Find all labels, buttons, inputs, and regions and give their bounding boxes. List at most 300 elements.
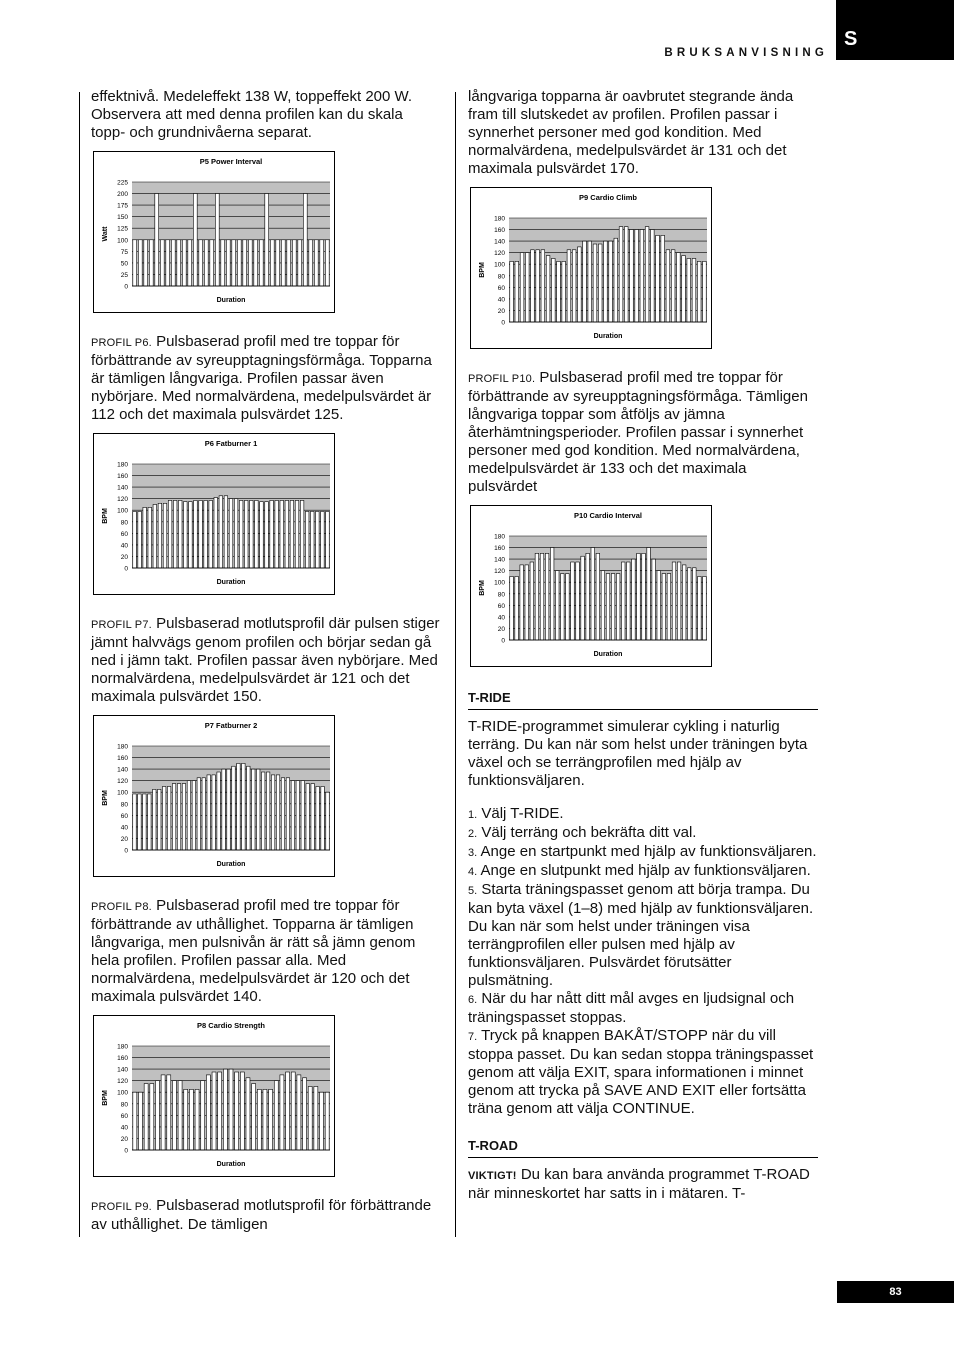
y-tick-label: 140 <box>117 484 128 492</box>
bar <box>167 786 170 850</box>
y-axis-label: BPM <box>102 790 109 806</box>
y-tick-label: 140 <box>494 556 505 564</box>
bar <box>578 247 582 322</box>
bar <box>218 1072 222 1150</box>
bar <box>177 240 181 286</box>
bar <box>687 568 691 640</box>
bar <box>270 240 274 286</box>
y-tick-label: 0 <box>124 565 128 573</box>
bar <box>635 230 639 322</box>
bar <box>687 258 691 322</box>
bar <box>320 1092 324 1150</box>
bar <box>133 1092 137 1150</box>
bar <box>239 500 243 568</box>
bar <box>656 235 660 322</box>
bar <box>144 1084 148 1150</box>
bar <box>270 500 274 568</box>
y-tick-label: 150 <box>117 214 128 222</box>
bar <box>666 250 670 322</box>
y-tick-label: 140 <box>117 766 128 774</box>
bar <box>188 240 192 286</box>
bar <box>138 794 141 850</box>
bar <box>212 775 215 850</box>
bar <box>303 1078 307 1150</box>
bar <box>583 241 587 322</box>
bar <box>199 500 203 568</box>
bar <box>254 240 258 286</box>
bar <box>259 240 263 286</box>
bar <box>189 502 193 568</box>
bar <box>148 507 152 568</box>
profile-p9-paragraph <box>91 1197 441 1234</box>
bar <box>265 502 269 568</box>
y-tick-label: 225 <box>117 179 128 187</box>
y-tick-label: 180 <box>494 215 505 223</box>
y-tick-label: 175 <box>117 202 128 210</box>
y-tick-label: 160 <box>117 755 128 763</box>
bar <box>525 565 529 640</box>
bar <box>309 240 313 286</box>
bar <box>221 240 225 286</box>
bar <box>693 568 697 640</box>
bar <box>295 500 299 568</box>
bar <box>298 240 302 286</box>
bar <box>266 772 269 850</box>
chart-title: P5 Power Interval <box>199 157 263 166</box>
profile-p9-text: Pulsbaserad motlutsprofil för förbättrande av uthållighet. De tämligen <box>91 1197 432 1233</box>
bar <box>290 500 294 568</box>
bar <box>308 1086 312 1150</box>
tride-heading: T-RIDE <box>468 690 818 710</box>
bar <box>657 571 661 640</box>
p8-svg <box>94 1016 334 1176</box>
y-tick-label: 40 <box>120 824 128 832</box>
y-tick-label: 160 <box>494 227 505 235</box>
y-tick-label: 180 <box>117 743 128 751</box>
y-tick-label: 0 <box>124 1147 128 1155</box>
y-axis-label: BPM <box>479 580 486 596</box>
profile-p10-text: Pulsbaserad profil med tre toppar för förbättrande av syreupptagningsförmåga. Tämligen långvariga toppar som åtföljs av jämna återhämtningsperioder. Profilen passar i synnerhet personer med god kondition. Med normalvärdena, medelpulsvärdet är 133 och det maximala pulsvärdet <box>468 369 808 495</box>
bar <box>296 781 299 850</box>
tride-step: 4. Ange en slutpunkt med hjälp av funktionsväljaren. <box>468 862 811 879</box>
bar <box>291 781 294 850</box>
bar <box>535 553 539 640</box>
bar <box>161 1075 165 1150</box>
bar <box>242 763 245 850</box>
y-tick-label: 80 <box>497 591 505 599</box>
y-tick-label: 0 <box>124 847 128 855</box>
bar <box>682 565 686 640</box>
bar <box>269 1089 273 1150</box>
bar <box>139 1092 143 1150</box>
middle-column-rule <box>455 92 456 1237</box>
bar <box>171 240 175 286</box>
y-tick-label: 20 <box>497 307 505 315</box>
bar <box>207 775 210 850</box>
bar <box>237 763 240 850</box>
bar <box>265 194 269 286</box>
bar <box>541 250 545 322</box>
bar <box>210 240 214 286</box>
bar <box>662 574 666 640</box>
bar <box>640 230 644 322</box>
chart-p5 <box>93 151 335 313</box>
y-tick-label: 100 <box>117 789 128 797</box>
bar <box>619 227 623 322</box>
bar <box>682 256 686 322</box>
bar <box>306 784 309 850</box>
bar <box>204 500 208 568</box>
bar <box>217 772 220 850</box>
bar <box>138 511 142 568</box>
bar <box>261 772 264 850</box>
x-axis-label: Duration <box>216 861 246 868</box>
bar <box>158 503 162 568</box>
bar <box>232 766 235 850</box>
bar <box>645 227 649 322</box>
y-tick-label: 20 <box>120 835 128 843</box>
bar <box>310 511 314 568</box>
y-tick-label: 80 <box>120 1101 128 1109</box>
tride-step: 5. Starta träningspasset genom att börja trampa. Du kan byta växel (1–8) med hjälp av funktionsväljaren. Du kan när som helst under träningen visa terrängprofilen eller pulsen med hjälp av funktionsväljaren. Pulsvärdet förutsätter pulsmätning. <box>468 881 814 989</box>
bar <box>550 548 554 640</box>
bar <box>143 794 146 850</box>
bar <box>202 778 205 850</box>
profile-p10-label: PROFIL P10. <box>468 373 536 385</box>
bar <box>661 235 665 322</box>
bar <box>193 194 197 286</box>
bar <box>155 1081 159 1150</box>
y-tick-label: 120 <box>117 496 128 504</box>
chart-title: P6 Fatburner 1 <box>204 439 258 448</box>
tride-intro: T-RIDE-programmet simulerar cykling i naturlig terräng. Du kan när som helst under träningen byta växel och se terrängprofilen med hjälp av funktionsväljaren. <box>468 718 808 789</box>
y-tick-label: 60 <box>497 602 505 610</box>
bar <box>263 1089 267 1150</box>
y-tick-label: 120 <box>117 1078 128 1086</box>
bar <box>316 511 320 568</box>
bar <box>226 240 230 286</box>
y-tick-label: 160 <box>494 545 505 553</box>
bar <box>192 781 195 850</box>
bar <box>611 574 615 640</box>
bar <box>133 511 137 568</box>
chart-p6 <box>93 433 335 595</box>
bar <box>297 1075 301 1150</box>
right-column <box>468 88 818 1203</box>
bar <box>672 562 676 640</box>
bar <box>292 240 296 286</box>
profile-p6-text: Pulsbaserad profil med tre toppar för förbättrande av syreupptagningsförmåga. Topparna är tämligen långvariga. Profilen passar även nybörjare. Med normalvärdena, medelpulsvärdet är 112 och det maximala pulsvärdet 125. <box>91 333 432 423</box>
y-axis-label: BPM <box>102 508 109 524</box>
profile-p8-label: PROFIL P8. <box>91 901 152 913</box>
bar <box>630 230 634 322</box>
x-axis-label: Duration <box>593 333 623 340</box>
profile-p8-text: Pulsbaserad profil med tre toppar för förbättrande av uthållighet. Topparna är tämligen långvariga, men pulsnivån är rätt så jämn genom hela profilen. Profilen passar alla. Med normalvärdena, medelpulsvärdet är 120 och det maximala pulsvärdet 140. <box>91 897 416 1005</box>
bar <box>172 1081 176 1150</box>
bar <box>281 240 285 286</box>
p10-svg <box>471 506 711 666</box>
bar <box>286 778 289 850</box>
bar <box>182 240 186 286</box>
y-axis-label: Watt <box>102 226 109 242</box>
bar <box>557 261 561 322</box>
chart-p10 <box>470 505 712 667</box>
plot-area <box>132 746 330 850</box>
bar <box>274 1081 278 1150</box>
y-tick-label: 120 <box>494 568 505 576</box>
bar <box>698 576 702 640</box>
bar <box>325 240 329 286</box>
y-tick-label: 120 <box>494 250 505 258</box>
bar <box>303 194 307 286</box>
bar <box>215 194 219 286</box>
bar <box>227 769 230 850</box>
bar <box>280 500 284 568</box>
bar <box>206 1075 210 1150</box>
bar <box>255 500 259 568</box>
bar <box>598 244 602 322</box>
bar <box>551 258 555 322</box>
chart-p9 <box>470 187 712 349</box>
bar <box>627 562 631 640</box>
bar <box>172 784 175 850</box>
bar <box>301 781 304 850</box>
bar <box>163 503 167 568</box>
bar <box>316 786 319 850</box>
bar <box>515 261 519 322</box>
bar <box>510 261 514 322</box>
bar <box>167 1075 171 1150</box>
bar <box>281 778 284 850</box>
bar <box>285 500 289 568</box>
chart-title: P7 Fatburner 2 <box>204 721 258 730</box>
troad-note-label: VIKTIGT! <box>468 1170 517 1182</box>
chart-p7 <box>93 715 335 877</box>
bar <box>276 775 279 850</box>
bar <box>555 571 559 640</box>
bar <box>642 553 646 640</box>
bar <box>229 499 233 568</box>
bar <box>149 240 153 286</box>
tride-step: 3. Ange en startpunkt med hjälp av funktionsväljaren. <box>468 843 817 860</box>
y-axis-label: BPM <box>102 1090 109 1106</box>
bar <box>586 553 590 640</box>
bar <box>621 562 625 640</box>
bar <box>153 789 156 850</box>
bar <box>536 250 540 322</box>
bar <box>166 240 170 286</box>
y-tick-label: 40 <box>497 296 505 304</box>
bar <box>250 500 254 568</box>
y-tick-label: 80 <box>497 273 505 281</box>
bar <box>650 230 654 322</box>
y-tick-label: 160 <box>117 473 128 481</box>
bar <box>321 786 324 850</box>
intro-paragraph: effektnivå. Medeleffekt 138 W, toppeffekt 200 W. Observera att med denna profilen kan du skala topp- och grundnivåerna separat. <box>91 88 413 141</box>
y-tick-label: 60 <box>120 530 128 538</box>
y-tick-label: 40 <box>497 614 505 622</box>
bar <box>314 1086 318 1150</box>
y-tick-label: 0 <box>124 283 128 291</box>
bar <box>235 1072 239 1150</box>
bar <box>616 574 620 640</box>
p5-svg <box>94 152 334 312</box>
bar <box>271 775 274 850</box>
bar <box>212 1072 216 1150</box>
profile-p7-label: PROFIL P7. <box>91 619 152 631</box>
bar <box>177 784 180 850</box>
bar <box>178 500 182 568</box>
bar <box>280 1075 284 1150</box>
bar <box>246 1078 250 1150</box>
left-column <box>91 88 441 1234</box>
bar <box>286 1072 290 1150</box>
bar <box>530 562 534 640</box>
bar <box>229 1069 233 1150</box>
p9-svg <box>471 188 711 348</box>
bar <box>703 261 707 322</box>
y-tick-label: 80 <box>120 519 128 527</box>
bar <box>520 565 524 640</box>
x-axis-label: Duration <box>216 297 246 304</box>
bar <box>572 250 576 322</box>
bar <box>260 502 264 568</box>
troad-heading: T-ROAD <box>468 1138 818 1158</box>
bar <box>195 1089 199 1150</box>
chart-title: P9 Cardio Climb <box>579 193 637 202</box>
y-tick-label: 40 <box>120 1124 128 1132</box>
bar <box>671 250 675 322</box>
y-tick-label: 120 <box>117 778 128 786</box>
profile-p7-paragraph <box>91 615 441 706</box>
bar <box>321 511 325 568</box>
x-axis-label: Duration <box>216 1161 246 1168</box>
bar <box>199 240 203 286</box>
y-tick-label: 140 <box>494 238 505 246</box>
y-tick-label: 140 <box>117 1066 128 1074</box>
y-tick-label: 100 <box>117 237 128 245</box>
bar <box>562 261 566 322</box>
y-tick-label: 80 <box>120 801 128 809</box>
bar <box>232 240 236 286</box>
bar <box>314 240 318 286</box>
bar <box>150 1084 154 1150</box>
y-tick-label: 180 <box>494 533 505 541</box>
bar <box>173 500 177 568</box>
bar <box>234 499 238 568</box>
chart-title: P10 Cardio Interval <box>574 511 642 520</box>
bar <box>194 500 198 568</box>
bar <box>624 227 628 322</box>
bar <box>520 253 524 322</box>
bar <box>157 789 160 850</box>
y-tick-label: 20 <box>120 1135 128 1143</box>
bar <box>184 502 188 568</box>
bar <box>219 496 223 568</box>
profile-p6-label: PROFIL P6. <box>91 337 152 349</box>
y-tick-label: 0 <box>501 319 505 327</box>
bar <box>667 574 671 640</box>
bar <box>326 792 329 850</box>
bar <box>652 559 656 640</box>
language-tab: S <box>836 0 954 60</box>
p6-svg <box>94 434 334 594</box>
bar <box>566 574 570 640</box>
bar <box>606 574 610 640</box>
profile-p8-paragraph <box>91 897 441 1006</box>
y-tick-label: 180 <box>117 1043 128 1051</box>
bar <box>178 1081 182 1150</box>
tride-steps <box>468 805 818 1118</box>
bar <box>237 240 241 286</box>
tride-step: 2. Välj terräng och bekräfta ditt val. <box>468 824 697 841</box>
bar <box>148 794 151 850</box>
bar <box>155 194 159 286</box>
y-tick-label: 100 <box>117 507 128 515</box>
bar <box>187 781 190 850</box>
bar <box>162 786 165 850</box>
bar <box>604 241 608 322</box>
y-tick-label: 40 <box>120 542 128 550</box>
bar <box>531 250 535 322</box>
bar <box>637 553 641 640</box>
bar <box>133 240 137 286</box>
bar <box>697 261 701 322</box>
bar <box>248 240 252 286</box>
bar <box>593 244 597 322</box>
bar <box>300 500 304 568</box>
y-tick-label: 100 <box>117 1089 128 1097</box>
bar <box>240 1072 244 1150</box>
bar <box>244 500 248 568</box>
profile-p7-text: Pulsbaserad motlutsprofil där pulsen stiger jämnt halvvägs genom profilen och börjar sedan gå ned i jämn takt. Profilen passar även nybörjare. Med normalvärdena, medelpulsvärdet är 121 och det maximala pulsvärdet 150. <box>91 615 440 705</box>
bar <box>252 769 255 850</box>
bar <box>224 496 228 568</box>
bar <box>209 500 213 568</box>
bar <box>275 500 279 568</box>
bar <box>703 576 707 640</box>
bar <box>153 504 157 568</box>
bar <box>325 1092 329 1150</box>
bar <box>144 240 148 286</box>
bar <box>515 576 519 640</box>
y-axis-label: BPM <box>479 262 486 278</box>
p7-svg <box>94 716 334 876</box>
tride-step: 7. Tryck på knappen BAKÅT/STOPP när du vill stoppa passet. Du kan sedan stoppa träningspasset genom att välja EXIT, spara informationen i minnet genom att trycka på SAVE AND EXIT eller fortsätta träna genom att välja CONTINUE. <box>468 1027 814 1117</box>
bar <box>257 1089 261 1150</box>
left-column-rule <box>79 92 80 1237</box>
bar <box>581 556 585 640</box>
bar <box>591 548 595 640</box>
bar <box>647 548 651 640</box>
y-tick-label: 200 <box>117 191 128 199</box>
page-number: 83 <box>837 1281 954 1303</box>
bar <box>182 784 185 850</box>
chart-title: P8 Cardio Strength <box>197 1021 265 1030</box>
bar <box>561 574 565 640</box>
bar <box>588 241 592 322</box>
y-tick-label: 60 <box>120 812 128 820</box>
bar <box>632 559 636 640</box>
bar <box>545 553 549 640</box>
bar <box>326 511 330 568</box>
bar <box>546 256 550 322</box>
y-tick-label: 160 <box>117 1055 128 1063</box>
header-title: BRUKSANVISNING <box>664 47 828 59</box>
y-tick-label: 180 <box>117 461 128 469</box>
y-tick-label: 100 <box>494 579 505 587</box>
bar <box>184 1089 188 1150</box>
